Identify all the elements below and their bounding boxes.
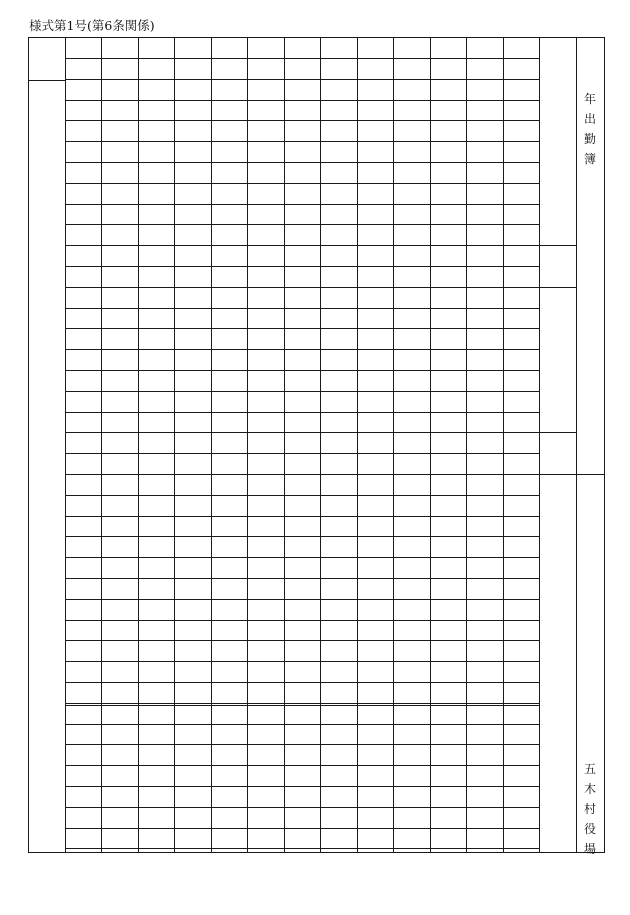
column-line [320,37,321,852]
day-label [503,620,539,641]
row-line [65,453,539,454]
month-header [393,37,430,58]
summary-label [503,724,539,745]
row-line [65,474,539,475]
ledger-title-vertical-char: 勤 [583,132,596,146]
header-line [65,58,539,59]
row-line [65,807,539,808]
row-line [65,349,539,350]
column-line [101,37,102,852]
village-office-vertical-char: 木 [583,782,596,796]
column-line [138,37,139,852]
month-header [211,37,247,58]
row-line [65,599,539,600]
row-line [65,370,539,371]
row-line [65,786,539,787]
ledger-title-vertical-char: 簿 [583,152,596,166]
day-label [503,391,539,412]
day-label [503,557,539,578]
row-line [65,640,539,641]
column-line [284,37,285,852]
summary-label [503,744,539,765]
day-label [503,224,539,245]
row-line [65,141,539,142]
column-line [211,37,212,852]
day-label [503,308,539,329]
row-line [65,516,539,517]
ledger-title-vertical-char: 年 [583,92,596,106]
frame-right [604,37,605,852]
column-line [393,37,394,852]
column-line [430,37,431,852]
summary-label [503,807,539,828]
month-header [174,37,211,58]
row-line [65,744,539,745]
row-line [65,224,539,225]
row-line [65,100,539,101]
month-header [357,37,393,58]
name-field-label [539,432,576,474]
field-line [539,287,576,288]
row-line [65,266,539,267]
ledger-title-vertical-char: 出 [583,112,596,126]
village-office-vertical-char: 役 [583,822,596,836]
row-line [65,391,539,392]
column-line [357,37,358,852]
month-header [466,37,503,58]
day-label [503,640,539,661]
month-header [430,37,466,58]
month-header [284,37,320,58]
remarks-header [28,37,65,80]
position-field-label [539,245,576,287]
row-line [65,765,539,766]
column-line [174,37,175,852]
day-label [503,141,539,162]
month-header [320,37,357,58]
row-line [65,724,539,725]
day-label [503,120,539,141]
day-label [503,412,539,433]
row-line [65,308,539,309]
column-line [65,37,66,852]
row-line [65,328,539,329]
village-office-vertical-char: 五 [583,762,596,776]
day-label [503,578,539,599]
row-line [65,412,539,413]
column-line [466,37,467,852]
day-label [503,58,539,79]
frame-left [28,37,29,852]
month-header [138,37,174,58]
day-label [503,349,539,370]
village-office-vertical-char: 村 [583,802,596,816]
summary-label [503,765,539,786]
day-label [503,79,539,100]
row-line [65,495,539,496]
row-line [65,287,539,288]
row-line [65,245,539,246]
day-label [503,100,539,121]
day-label [503,204,539,225]
form-number-title: 様式第1号(第6条関係) [29,18,155,33]
day-label [503,682,539,703]
ledger-title-vertical [576,89,604,169]
row-line [65,79,539,80]
summary-label [503,828,539,849]
day-label [503,328,539,349]
day-label [503,474,539,495]
row-line [65,578,539,579]
day-label [503,162,539,183]
day-label [503,287,539,308]
day-label [503,266,539,287]
attendance-ledger-table [28,37,604,856]
village-office-vertical [576,759,604,859]
day-label [503,495,539,516]
month-header [247,37,284,58]
row-line [65,828,539,829]
day-label [503,661,539,682]
column-line [247,37,248,852]
row-line [65,120,539,121]
month-header [101,37,138,58]
village-office-vertical-char: 場 [583,842,596,856]
day-label [503,370,539,391]
day-label [503,245,539,266]
day-label [503,599,539,620]
row-line [65,536,539,537]
row-line [65,620,539,621]
row-line [65,682,539,683]
day-label [503,432,539,453]
day-label [503,516,539,537]
row-line [65,432,539,433]
month-header [65,37,101,58]
day-label [503,453,539,474]
field-line [539,474,604,475]
row-line [65,661,539,662]
row-line [65,183,539,184]
row-line [65,848,539,849]
day-label [503,183,539,204]
summary-separator-line [65,705,539,706]
row-line [65,204,539,205]
remarks-header-line [28,80,65,81]
summary-label [503,705,539,726]
row-line [65,557,539,558]
day-label [503,536,539,557]
frame-bottom [28,852,605,853]
summary-separator-line [65,703,539,704]
row-line [65,162,539,163]
summary-label [503,786,539,807]
